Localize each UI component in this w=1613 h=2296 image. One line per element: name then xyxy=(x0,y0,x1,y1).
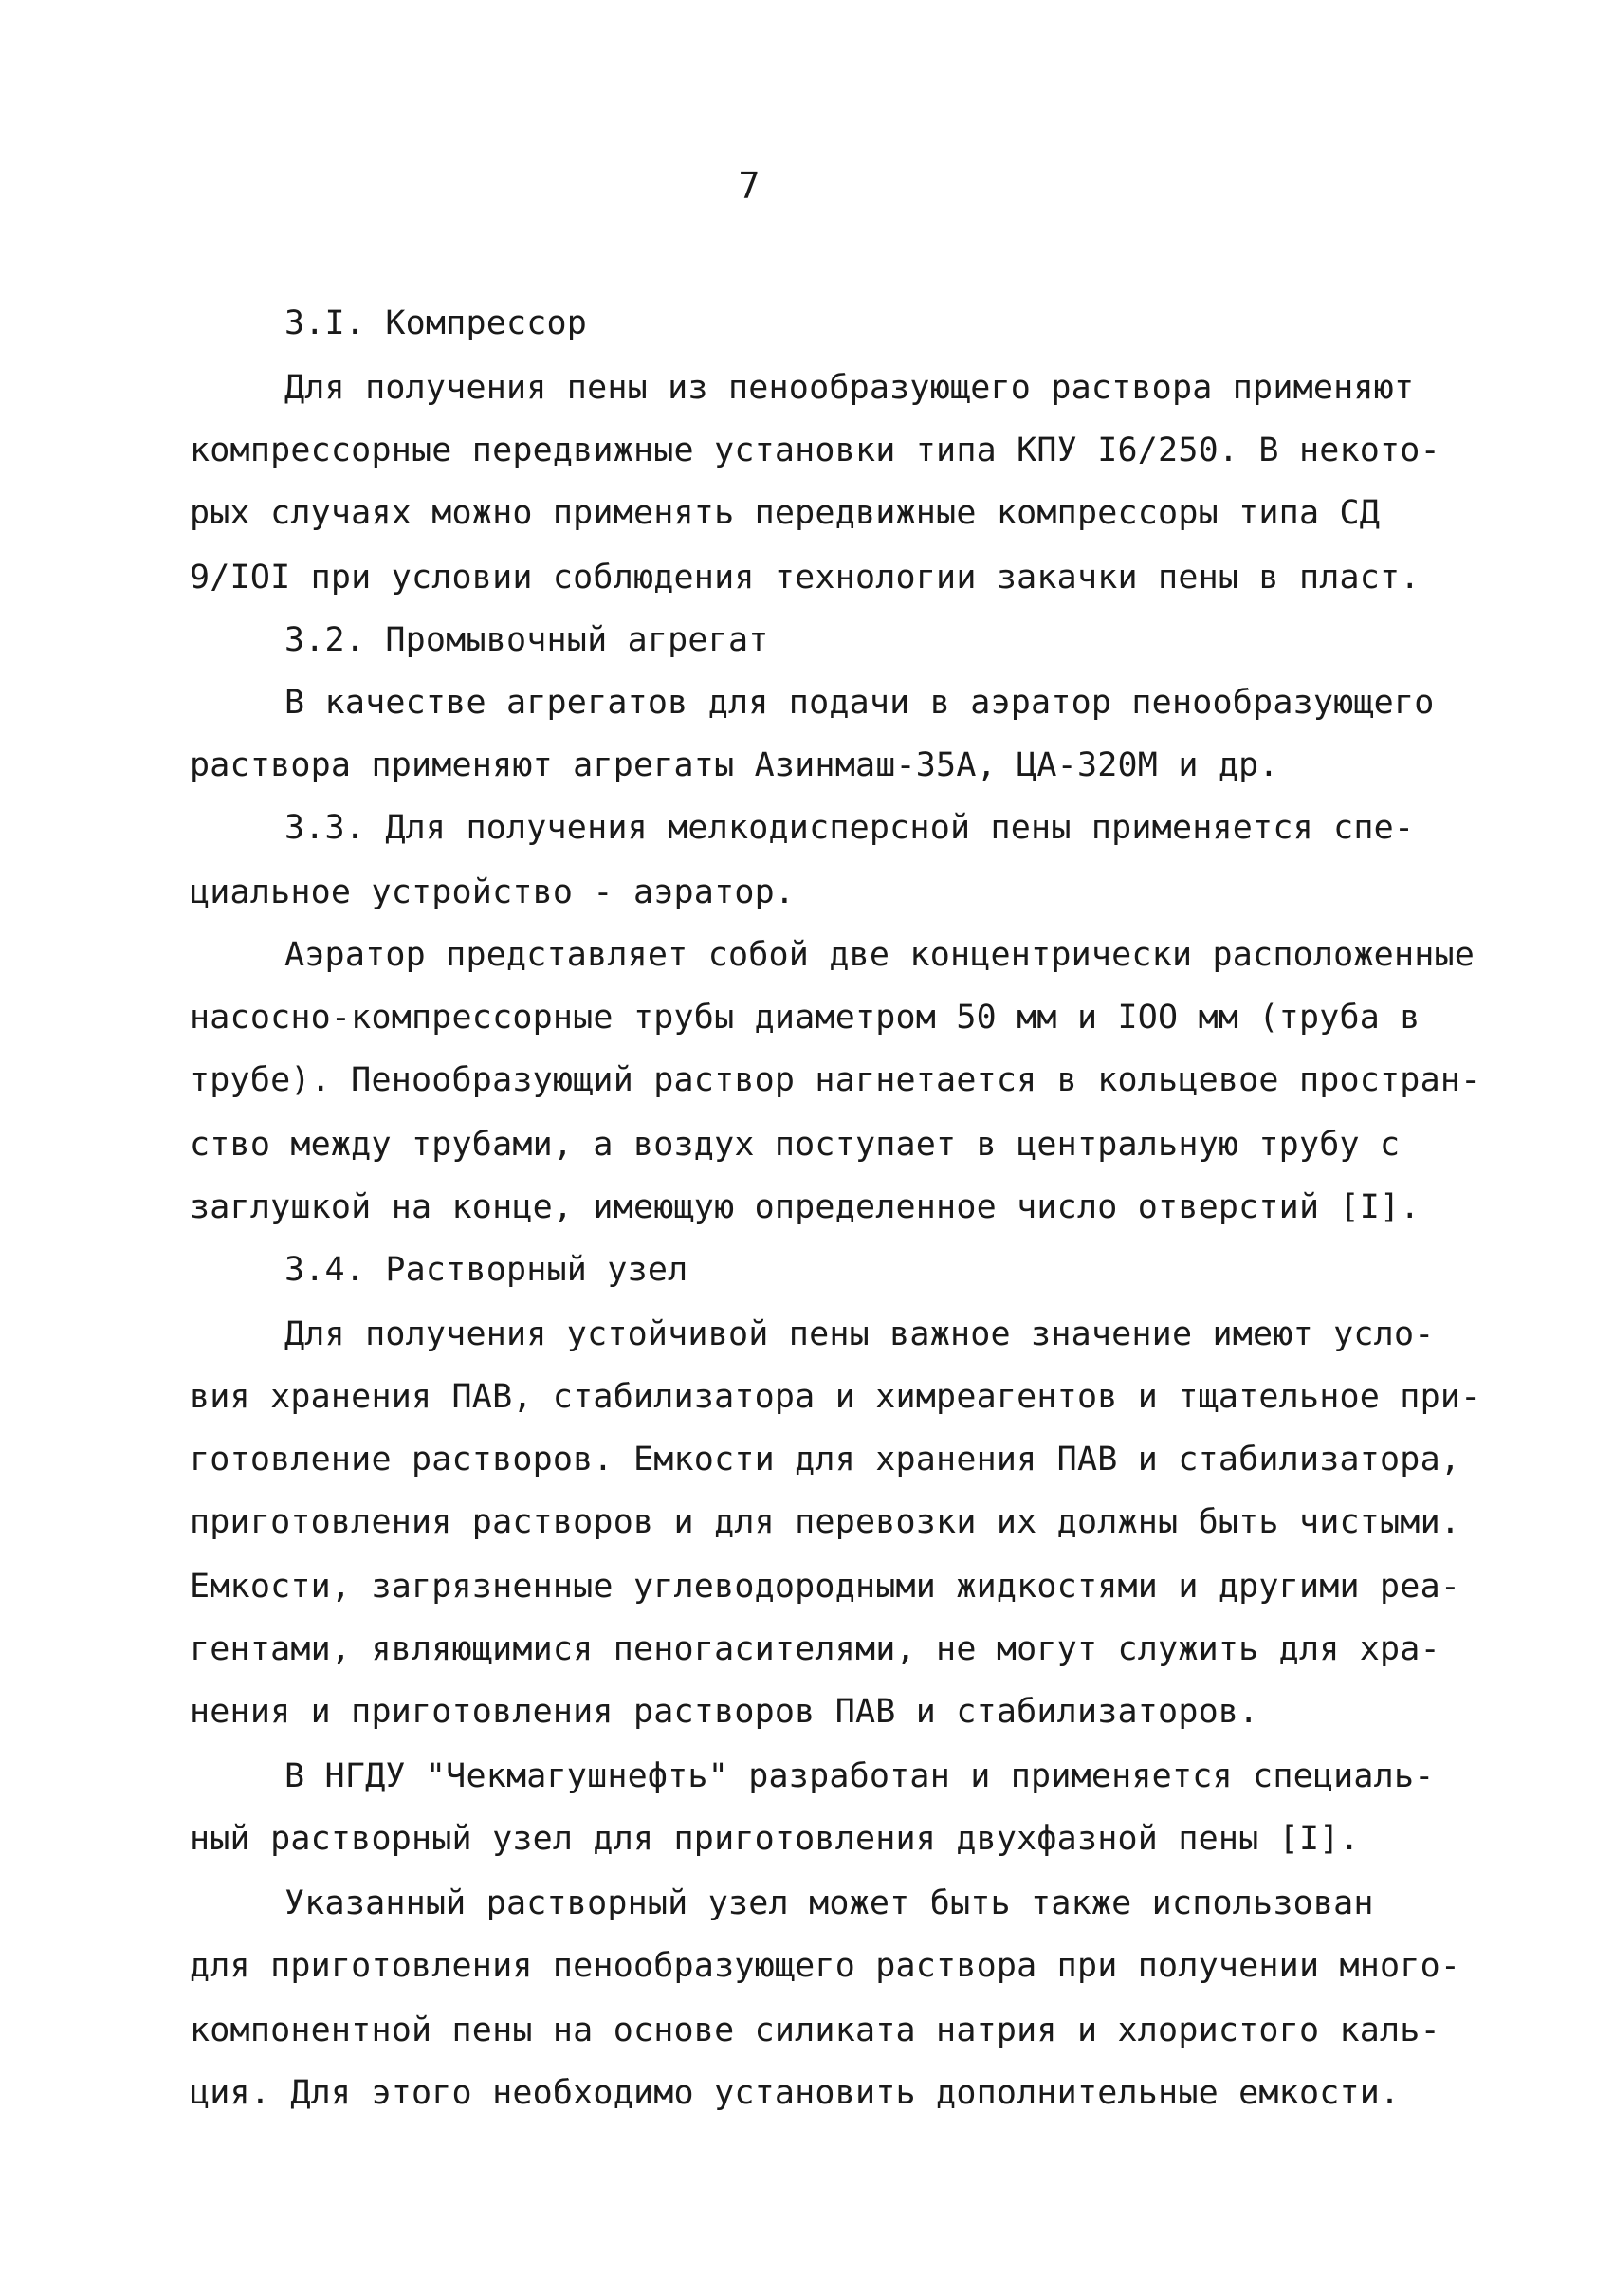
text-line: компрессорные передвижные установки типа КПУ I6/250. В некото- xyxy=(190,432,1440,469)
text-line: Для получения пены из пенообразующего раствора применяют xyxy=(284,369,1415,407)
text-line: 9/IOI при условии соблюдения технологии закачки пены в пласт. xyxy=(190,559,1421,597)
text-line: Аэратор представляет собой две концентрически расположенные xyxy=(284,936,1476,974)
text-line: трубе). Пенообразующий раствор нагнетается в кольцевое простран- xyxy=(190,1061,1481,1099)
text-line: для приготовления пенообразующего раствора при получении много- xyxy=(190,1947,1461,1985)
heading-mixing-unit: 3.4. Растворный узел xyxy=(284,1251,688,1289)
text-line: готовление растворов. Емкости для хранения ПАВ и стабилизатора, xyxy=(190,1441,1461,1479)
text-line: вия хранения ПАВ, стабилизатора и химреагентов и тщательное при- xyxy=(190,1378,1481,1416)
text-line: ство между трубами, а воздух поступает в центральную трубу с xyxy=(190,1126,1401,1164)
text-line: 3.3. Для получения мелкодисперсной пены применяется спе- xyxy=(284,809,1415,847)
text-line: компонентной пены на основе силиката натрия и хлористого каль- xyxy=(190,2011,1440,2049)
text-line: насосно-компрессорные трубы диаметром 50 мм и IOO мм (труба в xyxy=(190,999,1421,1037)
text-line: циальное устройство - аэратор. xyxy=(190,873,796,911)
heading-compressor: 3.I. Компрессор xyxy=(284,304,588,342)
text-line: ция. Для этого необходимо установить дополнительные емкости. xyxy=(190,2074,1401,2112)
text-line: приготовления растворов и для перевозки их должны быть чистыми. xyxy=(190,1503,1461,1541)
text-line: раствора применяют агрегаты Азинмаш-35А, ЦА-320М и др. xyxy=(190,746,1279,784)
text-line: заглушкой на конце, имеющую определенное число отверстий [I]. xyxy=(190,1188,1421,1226)
text-line: Емкости, загрязненные углеводородными жидкостями и другими реа- xyxy=(190,1568,1461,1606)
text-line: В качестве агрегатов для подачи в аэратор пенообразующего xyxy=(284,684,1435,722)
text-line: гентами, являющимися пеногасителями, не могут служить для хра- xyxy=(190,1630,1440,1668)
text-line: ный растворный узел для приготовления двухфазной пены [I]. xyxy=(190,1820,1360,1858)
text-line: В НГДУ "Чекмагушнефть" разработан и применяется специаль- xyxy=(284,1757,1435,1795)
page-number: 7 xyxy=(738,165,761,207)
text-line: рых случаях можно применять передвижные компрессоры типа СД xyxy=(190,494,1381,532)
heading-flushing-unit: 3.2. Промывочный агрегат xyxy=(284,621,769,659)
text-line: Для получения устойчивой пены важное значение имеют усло- xyxy=(284,1315,1435,1353)
text-line: нения и приготовления растворов ПАВ и стабилизаторов. xyxy=(190,1693,1259,1731)
text-line: Указанный растворный узел может быть также использован xyxy=(284,1884,1374,1922)
